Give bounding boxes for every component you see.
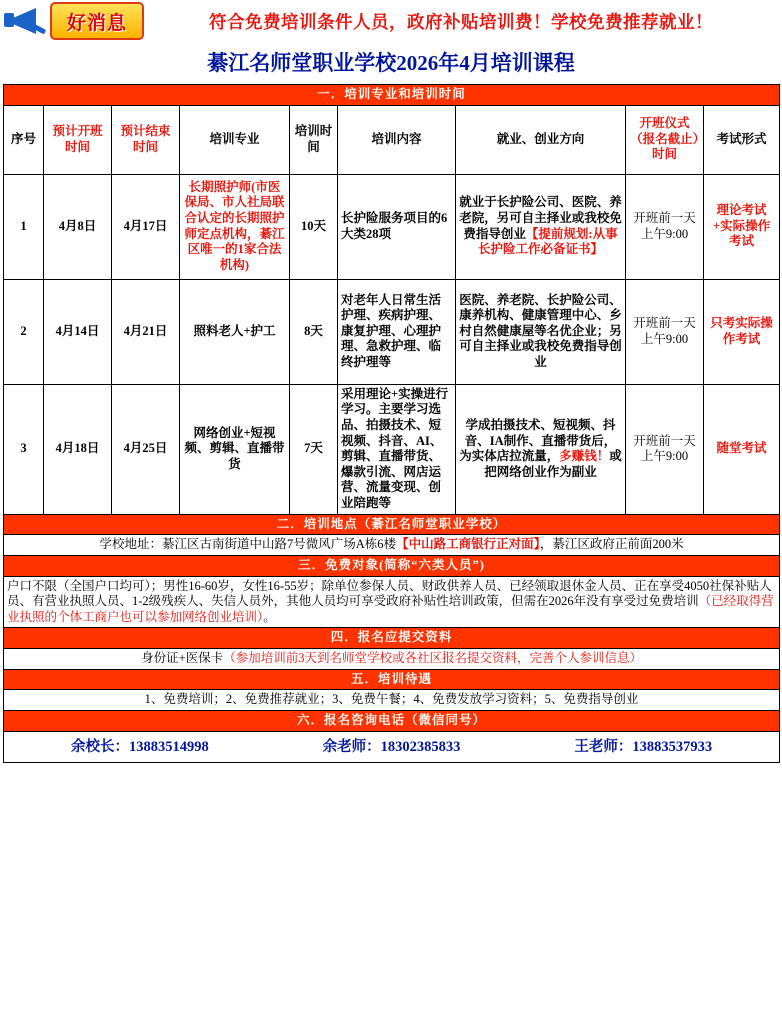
- section5-body: 1、免费培训；2、免费推荐就业；3、免费午餐；4、免费发放学习资料；5、免费指导创业: [4, 690, 780, 711]
- col-exam: 考试形式: [704, 105, 780, 174]
- section6-heading-row: [4, 710, 780, 731]
- page-title: 綦江名师堂职业学校2026年4月培训课程: [207, 51, 575, 75]
- row1-no: 1: [4, 174, 44, 279]
- training-schedule-table: [3, 84, 780, 763]
- row3-content: 采用理论+实操进行学习。主要学习选品、拍摄技术、短视频、抖音、AI、剪辑、直播带货、爆款引流、网店运营、流量变现、创业陪跑等: [338, 384, 456, 514]
- row3-no: 3: [4, 384, 44, 514]
- col-start: 预计开班时间: [44, 105, 112, 174]
- row3-career: [456, 384, 626, 514]
- contact-principal-yu: 余校长：13883514998: [70, 738, 209, 755]
- row2-duration: 8天: [290, 279, 338, 384]
- col-duration: 培训时间: [290, 105, 338, 174]
- section5-body-row: [4, 690, 780, 711]
- address-prefix: 学校地址：綦江区古南街道中山路7号微风广场A栋6楼: [99, 537, 397, 552]
- top-banner: [0, 0, 782, 42]
- row3-major: 网络创业+短视频、剪辑、直播带货: [180, 384, 290, 514]
- section3-heading: 三．免费对象(简称“六类人员”): [4, 555, 780, 576]
- eligibility-highlight: （已经取得营业执照的个体工商户也可以参加网络创业培训）: [7, 594, 774, 624]
- address-suffix: ，綦江区政府正前面200米: [539, 537, 684, 552]
- row1-ceremony: 开班前一天上午9:00: [626, 174, 704, 279]
- section3-body: [4, 576, 780, 628]
- materials-main: 身份证+医保卡: [141, 651, 224, 665]
- section4-heading-row: [4, 628, 780, 649]
- row2-end: 4月21日: [112, 279, 180, 384]
- section5-heading-row: [4, 669, 780, 690]
- row1-career-note: 【提前规划:从事长护险工作必备证书】: [477, 226, 618, 257]
- section4-heading: 四．报名应提交资料: [4, 628, 780, 649]
- table-row: [4, 174, 780, 279]
- col-ceremony: 开班仪式（报名截止）时间: [626, 105, 704, 174]
- row1-content: 长护险服务项目的6大类28项: [338, 174, 456, 279]
- row1-duration: 10天: [290, 174, 338, 279]
- row2-exam: 只考实际操作考试: [704, 279, 780, 384]
- banner-headline: 符合免费培训条件人员，政府补贴培训费！学校免费推荐就业！: [209, 11, 713, 32]
- row3-career-tail: 或把网络创业作为副业: [484, 449, 622, 479]
- col-no: 序号: [4, 105, 44, 174]
- section4-body: [4, 649, 780, 670]
- col-content: 培训内容: [338, 105, 456, 174]
- materials-highlight: （参加培训前3天到名师堂学校或各社区报名提交资料，完善个人参训信息）: [223, 651, 642, 665]
- section4-body-row: [4, 649, 780, 670]
- section6-heading: 六．报名咨询电话（微信同号）: [4, 710, 780, 731]
- section2-address: [4, 535, 780, 556]
- row1-career: [456, 174, 626, 279]
- section2-heading-row: [4, 514, 780, 535]
- section2-body-row: [4, 535, 780, 556]
- row2-no: 2: [4, 279, 44, 384]
- table-row: [4, 384, 780, 514]
- section3-body-row: [4, 576, 780, 628]
- contact-list: [4, 731, 780, 762]
- megaphone-icon: [4, 2, 56, 40]
- row1-start: 4月8日: [44, 174, 112, 279]
- section1-heading: 一．培训专业和培训时间: [4, 85, 780, 106]
- row1-major-note: (市医保局、市人社局联合认定的长期照护师定点机构，綦江区唯一的1家合法机构): [184, 179, 285, 272]
- row2-career: 医院、养老院、长护险公司、康养机构、健康管理中心、乡村自然健康屋等名优企业；另可自主择业或我校免费指导创业: [456, 279, 626, 384]
- row3-exam: 随堂考试: [704, 384, 780, 514]
- contact-teacher-yu: 余老师：18302385833: [322, 738, 461, 755]
- row3-duration: 7天: [290, 384, 338, 514]
- section6-body-row: [4, 731, 780, 762]
- row3-end: 4月25日: [112, 384, 180, 514]
- row1-major: [180, 174, 290, 279]
- section2-heading: 二．培训地点（綦江名师堂职业学校）: [4, 514, 780, 535]
- row1-career-main: 就业于长护险公司、医院、养老院，另可自主择业或我校免费指导创业: [459, 195, 622, 241]
- row1-end: 4月17日: [112, 174, 180, 279]
- section3-heading-row: [4, 555, 780, 576]
- row3-career-note: 多赚钱！: [559, 449, 610, 464]
- table-row: [4, 279, 780, 384]
- table-header-row: [4, 105, 780, 174]
- contact-teacher-wang: 王老师：13883537933: [574, 738, 713, 755]
- eligibility-tail: 。: [263, 609, 276, 624]
- col-major: 培训专业: [180, 105, 290, 174]
- row2-content: 对老年人日常生活护理、疾病护理、康复护理、心理护理、急救护理、临终护理等: [338, 279, 456, 384]
- address-highlight: 【中山路工商银行正对面】: [396, 537, 540, 552]
- col-end: 预计结束时间: [112, 105, 180, 174]
- row3-career-main: 学成拍摄技术、短视频、抖音、IA制作、直播带货后，为实体店拉流量，: [459, 417, 617, 464]
- row3-start: 4月18日: [44, 384, 112, 514]
- row3-ceremony: 开班前一天上午9:00: [626, 384, 704, 514]
- row2-ceremony: 开班前一天上午9:00: [626, 279, 704, 384]
- row1-exam: 理论考试+实际操作考试: [704, 174, 780, 279]
- row1-major-main: 长期照护师: [188, 179, 252, 194]
- section1-heading-row: [4, 85, 780, 106]
- row2-start: 4月14日: [44, 279, 112, 384]
- row2-major: 照料老人+护工: [180, 279, 290, 384]
- eligibility-main: 户口不限（全国户口均可）；男性16-60岁，女性16-55岁；除单位参保人员、财政供养人员、已经领取退休金人员、正在享受4050社保补贴人员、有营业执照人员、1-2级残疾人、失信人员外，其他人员均可享受政府补贴性培训政策，但需在2026年没有享受过免费培训: [7, 578, 772, 609]
- good-news-badge: 好消息: [50, 2, 144, 40]
- section5-heading: 五．培训待遇: [4, 669, 780, 690]
- col-career: 就业、创业方向: [456, 105, 626, 174]
